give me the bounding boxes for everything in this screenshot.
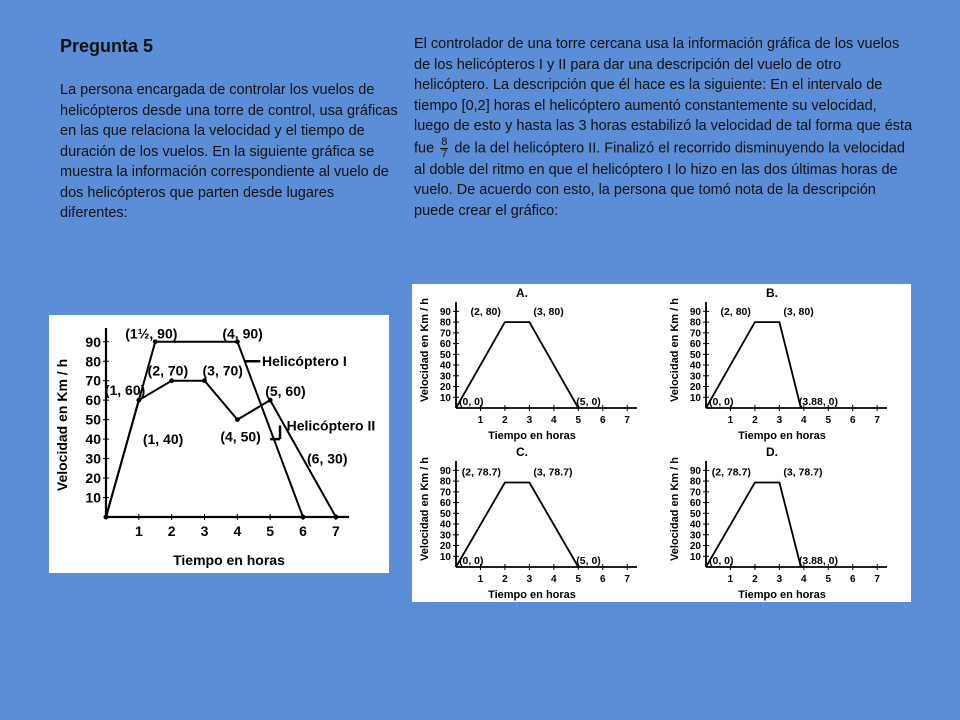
data-label: (2, 78.7) [711,466,751,479]
x-tick-label: 2 [502,574,508,585]
x-tick-label: 5 [266,523,275,539]
options-panel [412,284,911,602]
y-tick-label: 80 [689,476,701,488]
description-text-part2: de la del helicóptero II. Finalizó el recorrido disminuyendo la velocidad al doble del ritmo en que el helicóptero I lo hizo en las dos últimas horas de vuelo. De acuerdo con esto, la persona que tomó nota de la descripción puede crear el gráfico: [414,139,905,219]
y-tick-label: 90 [439,465,451,477]
y-tick-label: 60 [439,339,451,351]
data-label: (4, 50) [220,428,261,445]
main-chart-panel [49,315,389,573]
panel-letter: A. [516,286,528,300]
x-axis-label: Tiempo en horas [488,430,576,442]
fraction-numerator: 8 [441,135,448,148]
data-label: (3, 80) [783,306,814,319]
y-tick-label: 40 [439,360,451,372]
y-tick-label: 90 [85,333,101,350]
y-tick-label: 50 [439,508,451,520]
y-tick-label: 40 [439,519,451,531]
x-tick-label: 7 [624,574,630,585]
legend-helicoptero-2: Helicóptero II [286,417,376,434]
panel-letter: D. [766,445,778,459]
x-tick-label: 1 [477,415,484,426]
x-tick-label: 5 [825,415,832,426]
y-tick-label: 70 [439,328,451,340]
y-tick-label: 60 [439,498,451,510]
y-tick-label: 30 [689,530,701,542]
data-point [136,398,141,403]
x-tick-label: 1 [134,523,143,539]
option-c-chart [412,443,662,602]
description-text-part1: El controlador de una torre cercana usa la información gráfica de los vuelos de los helicópteros I y II para dar una descripción del vuelo de otro helicóptero. La descripción que él hace es la siguiente: En el intervalo de tiempo [0,2] horas el helicóptero aumentó constantemente su velocidad, luego de esto y hasta las 3 horas estabilizó la velocidad de tal forma que ésta fue [414,36,913,156]
x-tick-label: 1 [727,574,734,585]
x-tick-label: 3 [776,574,783,585]
y-tick-label: 80 [689,317,701,329]
x-tick-label: 1 [477,574,484,585]
fraction [440,137,448,160]
x-tick-label: 7 [331,523,340,539]
question-title: Pregunta 5 [60,36,154,56]
x-tick-label: 4 [801,574,807,585]
panel-letter: B. [766,286,778,300]
y-tick-label: 20 [689,541,701,553]
x-tick-label: 7 [624,415,630,426]
x-tick-label: 3 [776,415,783,426]
y-tick-label: 90 [689,465,701,477]
data-point [235,417,240,422]
x-tick-label: 3 [200,523,209,539]
x-tick-label: 4 [551,574,557,585]
x-axis-label: Tiempo en horas [738,589,826,601]
y-tick-label: 50 [439,349,451,361]
x-tick-label: 6 [599,415,606,426]
data-label: (2, 80) [720,306,751,319]
data-point [202,378,207,383]
data-label: (1, 60) [104,382,146,399]
data-label: (3, 70) [202,362,243,379]
y-tick-label: 40 [85,431,101,448]
data-label: (1½, 90) [125,325,178,342]
y-tick-label: 80 [439,317,451,329]
y-tick-label: 60 [85,392,101,409]
data-label: (5, 60) [265,383,306,400]
x-tick-label: 4 [801,415,807,426]
x-tick-label: 7 [874,415,880,426]
option-b-chart [662,284,911,443]
y-tick-label: 70 [85,372,101,389]
y-axis-label: Velocidad en Km / h [419,298,431,402]
y-tick-label: 50 [689,508,701,520]
x-tick-label: 6 [599,574,606,585]
x-tick-label: 5 [575,415,582,426]
y-axis-label: Velocidad en Km / h [54,358,70,492]
y-tick-label: 20 [689,382,701,394]
data-label: (0, 0) [459,396,484,408]
y-tick-label: 40 [689,519,701,531]
y-tick-label: 10 [689,392,701,404]
panel-letter: C. [516,445,528,459]
x-tick-label: 6 [849,574,856,585]
data-label: (6, 30) [307,450,348,467]
y-tick-label: 10 [439,551,451,563]
data-point [333,515,338,520]
y-tick-label: 80 [439,476,451,488]
x-tick-label: 6 [299,523,307,539]
y-tick-label: 20 [439,541,451,553]
data-label: (5, 0) [576,555,601,567]
x-tick-label: 6 [849,415,856,426]
data-label: (0, 0) [459,555,484,567]
data-label: (3.88, 0) [798,555,839,567]
y-tick-label: 10 [439,392,451,404]
x-tick-label: 3 [526,574,533,585]
x-tick-label: 2 [502,415,508,426]
y-tick-label: 60 [689,339,701,351]
x-tick-label: 5 [575,574,582,585]
data-label: (2, 70) [147,362,189,379]
y-tick-label: 90 [439,306,451,318]
data-label: (3, 78.7) [783,466,823,479]
data-label: (2, 78.7) [461,466,501,479]
option-a-chart [412,284,662,443]
x-tick-label: 7 [874,574,880,585]
x-tick-label: 1 [727,415,734,426]
y-tick-label: 30 [689,371,701,383]
y-tick-label: 50 [689,349,701,361]
description-paragraph [414,34,914,221]
fraction-denominator: 7 [441,147,448,160]
main-chart [49,315,389,573]
y-tick-label: 30 [439,530,451,542]
data-label: (3, 78.7) [533,466,573,479]
y-axis-label: Velocidad en Km / h [669,298,681,402]
x-tick-label: 2 [752,415,758,426]
y-axis-label: Velocidad en Km / h [669,457,681,561]
data-label: (4, 90) [222,325,263,342]
data-label: (0, 0) [709,555,734,567]
data-point [169,378,174,383]
y-tick-label: 20 [439,382,451,394]
data-label: (2, 80) [470,306,501,319]
y-tick-label: 10 [689,551,701,563]
x-tick-label: 3 [526,415,533,426]
y-tick-label: 60 [689,498,701,510]
y-tick-label: 90 [689,306,701,318]
y-tick-label: 10 [85,489,101,506]
y-axis-label: Velocidad en Km / h [419,457,431,561]
option-d-chart [662,443,911,602]
x-tick-label: 4 [551,415,557,426]
y-tick-label: 70 [439,487,451,499]
x-axis-label: Tiempo en horas [738,430,826,442]
y-tick-label: 20 [85,470,101,487]
x-axis-label: Tiempo en horas [488,589,576,601]
y-tick-label: 70 [689,487,701,499]
y-tick-label: 40 [689,360,701,372]
y-tick-label: 80 [85,353,101,370]
x-axis-label: Tiempo en horas [173,552,285,568]
data-label: (3, 80) [533,306,564,319]
y-tick-label: 70 [689,328,701,340]
data-point [301,515,306,520]
x-tick-label: 5 [825,574,832,585]
data-label: (3.88, 0) [798,396,839,408]
y-tick-label: 30 [439,371,451,383]
y-tick-label: 30 [85,450,101,467]
data-label: (5, 0) [576,396,601,408]
x-tick-label: 2 [752,574,758,585]
x-tick-label: 2 [167,523,176,539]
y-tick-label: 50 [85,411,101,428]
legend-helicoptero-1: Helicóptero I [261,353,347,370]
data-label: (0, 0) [709,396,734,408]
x-tick-label: 4 [233,523,242,539]
data-label: (1, 40) [142,431,184,448]
intro-paragraph: La persona encargada de controlar los vuelos de helicópteros desde una torre de control, usa gráficas en las que relaciona la velocidad y el tiempo de duración de los vuelos. En la siguiente gráfica se muestra la información correspondiente al vuelo de dos helicópteros que parten desde lugares diferentes: [60,82,398,221]
data-point [104,515,109,520]
